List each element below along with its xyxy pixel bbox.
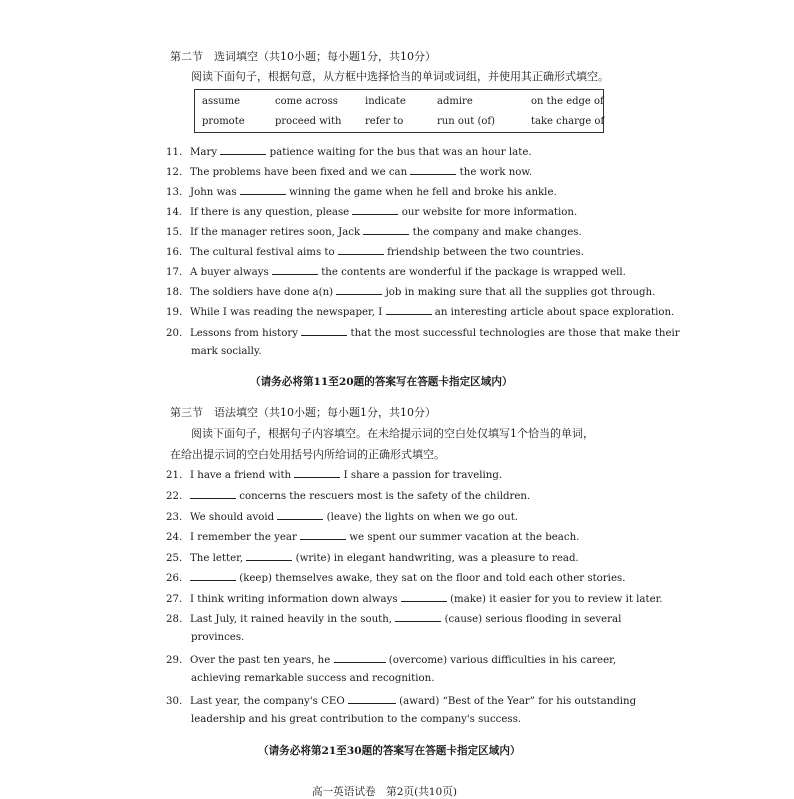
answer-blank[interactable]: [220, 144, 266, 155]
question-17: 17. A buyer always the contents are wonderful if the package is wrapped well.: [166, 264, 626, 278]
question-25: 25. The letter, (write) in elegant handwriting, was a pleasure to read.: [166, 550, 579, 564]
section3-title: 第三节 语法填空（共10小题；每小题1分，共10分）: [170, 406, 436, 419]
answer-blank[interactable]: [301, 325, 347, 336]
section2-title: 第二节 选词填空（共10小题；每小题1分，共10分）: [170, 50, 436, 63]
word-box-item: promote: [202, 116, 245, 127]
question-14: 14. If there is any question, please our website for more information.: [166, 204, 577, 218]
question-30-continuation: leadership and his great contribution to the company's success.: [191, 714, 522, 725]
page-footer: 高一英语试卷 第2页(共10页): [312, 786, 458, 798]
word-box: [194, 89, 604, 133]
question-13: 13. John was winning the game when he fell and broke his ankle.: [166, 184, 557, 198]
question-16: 16. The cultural festival aims to friendship between the two countries.: [166, 244, 584, 258]
answer-blank[interactable]: [334, 652, 386, 663]
answer-blank[interactable]: [246, 550, 292, 561]
question-15: 15. If the manager retires soon, Jack the company and make changes.: [166, 224, 582, 238]
question-30: 30. Last year, the company's CEO (award) “Best of the Year” for his outstanding: [166, 693, 636, 707]
answer-blank[interactable]: [410, 164, 456, 175]
word-box-item: indicate: [365, 96, 406, 107]
question-27: 27. I think writing information down always (make) it easier for you to review it later.: [166, 591, 663, 605]
question-21: 21. I have a friend with I share a passion for traveling.: [166, 467, 502, 481]
section2-instruction: 阅读下面句子，根据句意，从方框中选择恰当的单词或词组，并使用其正确形式填空。: [191, 70, 609, 83]
word-box-item: run out (of): [437, 116, 496, 127]
question-12: 12. The problems have been fixed and we can the work now.: [166, 164, 532, 178]
section2-notice: （请务必将第11至20题的答案写在答题卡指定区域内）: [250, 376, 513, 388]
question-19: 19. While I was reading the newspaper, I an interesting article about space exploration.: [166, 304, 674, 318]
word-box-item: on the edge of: [531, 96, 604, 107]
question-29: 29. Over the past ten years, he (overcome) various difficulties in his career,: [166, 652, 616, 666]
word-box-item: take charge of: [531, 116, 605, 127]
question-11: 11. Mary patience waiting for the bus that was an hour late.: [166, 144, 532, 158]
answer-blank[interactable]: [277, 509, 323, 520]
answer-blank[interactable]: [190, 488, 236, 499]
answer-blank[interactable]: [352, 204, 398, 215]
answer-blank[interactable]: [190, 570, 236, 581]
word-box-item: proceed with: [275, 116, 342, 127]
answer-blank[interactable]: [386, 304, 432, 315]
answer-blank[interactable]: [401, 591, 447, 602]
question-29-continuation: achieving remarkable success and recognition.: [191, 673, 435, 684]
answer-blank[interactable]: [395, 611, 441, 622]
question-28: 28. Last July, it rained heavily in the south, (cause) serious flooding in several: [166, 611, 621, 625]
word-box-item: refer to: [365, 116, 404, 127]
question-22: 22. concerns the rescuers most is the safety of the children.: [166, 488, 530, 502]
question-18: 18. The soldiers have done a(n) job in making sure that all the supplies got through.: [166, 284, 655, 298]
section3-notice: （请务必将第21至30题的答案写在答题卡指定区域内）: [258, 745, 521, 757]
question-28-continuation: provinces.: [191, 632, 245, 643]
question-20: 20. Lessons from history that the most successful technologies are those that make their: [166, 325, 680, 339]
answer-blank[interactable]: [294, 467, 340, 478]
answer-blank[interactable]: [272, 264, 318, 275]
answer-blank[interactable]: [300, 529, 346, 540]
question-26: 26. (keep) themselves awake, they sat on the floor and told each other stories.: [166, 570, 625, 584]
question-20-continuation: mark socially.: [191, 346, 262, 357]
question-24: 24. I remember the year we spent our summer vacation at the beach.: [166, 529, 579, 543]
word-box-item: assume: [202, 96, 241, 107]
answer-blank[interactable]: [363, 224, 409, 235]
answer-blank[interactable]: [336, 284, 382, 295]
question-23: 23. We should avoid (leave) the lights on when we go out.: [166, 509, 518, 523]
answer-blank[interactable]: [348, 693, 396, 704]
section3-instruction-line1: 阅读下面句子，根据句子内容填空。在未给提示词的空白处仅填写1个恰当的单词，: [191, 427, 594, 440]
answer-blank[interactable]: [338, 244, 384, 255]
answer-blank[interactable]: [240, 184, 286, 195]
section3-instruction-line2: 在给出提示词的空白处用括号内所给词的正确形式填空。: [170, 448, 445, 461]
word-box-item: admire: [437, 96, 473, 107]
word-box-item: come across: [275, 96, 338, 107]
